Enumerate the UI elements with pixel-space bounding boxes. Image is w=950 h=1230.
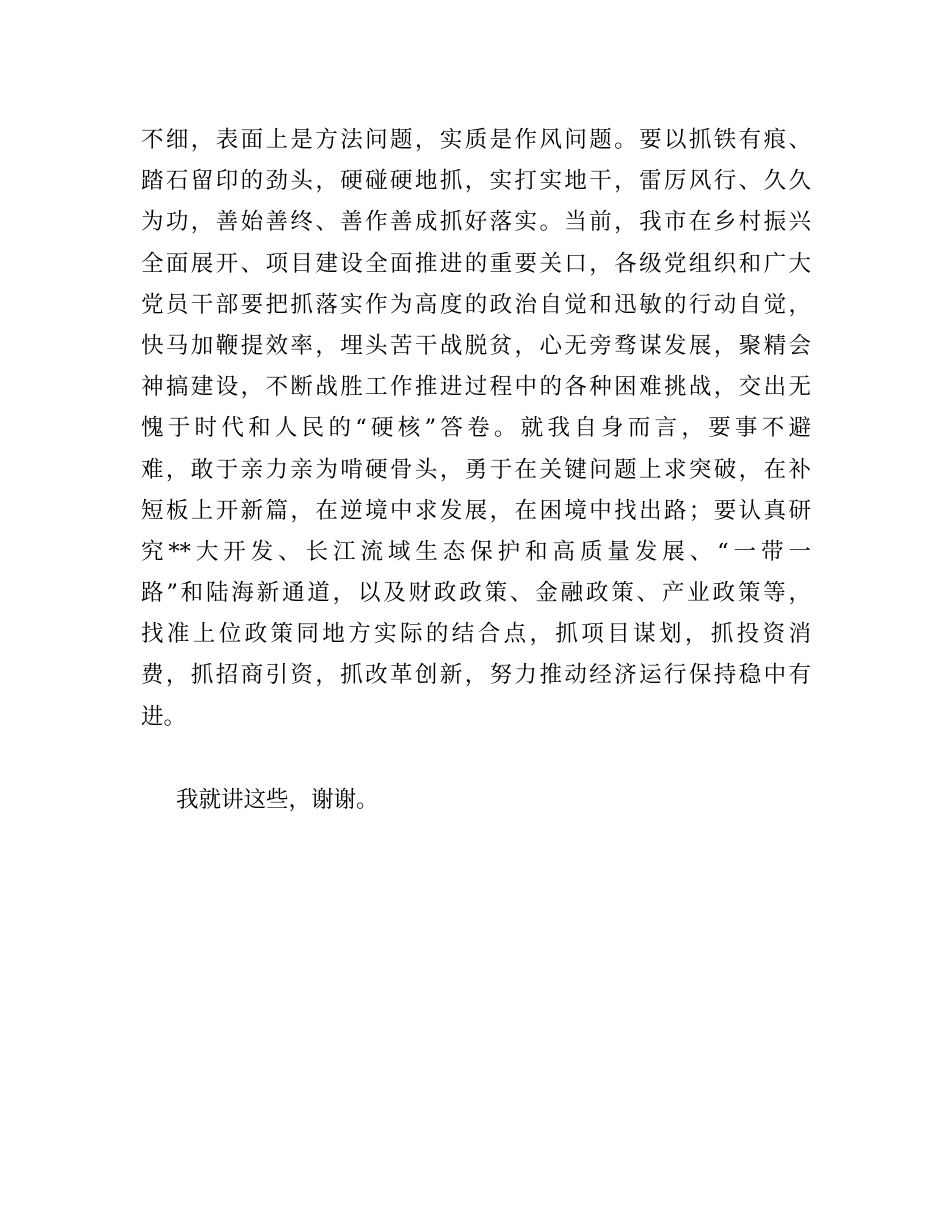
- paragraph-line: 短板上开新篇，在逆境中求发展，在困境中找出路；要认真研: [141, 497, 811, 524]
- paragraph-line: 费，抓招商引资，抓改革创新，努力推动经济运行保持稳中有: [141, 662, 811, 689]
- paragraph-line-last: 进。: [141, 703, 187, 730]
- paragraph-line: 全面展开、项目建设全面推进的重要关口，各级党组织和广大: [141, 250, 811, 277]
- paragraph-line: 快马加鞭提效率，埋头苦干战脱贫，心无旁骛谋发展，聚精会: [141, 332, 811, 359]
- paragraph-line: 神搞建设，不断战胜工作推进过程中的各种困难挑战，交出无: [141, 374, 811, 401]
- paragraph-line: 路”和陆海新通道，以及财政政策、金融政策、产业政策等，: [141, 580, 811, 607]
- paragraph-line: 为功，善始善终、善作善成抓好落实。当前，我市在乡村振兴: [141, 209, 811, 236]
- paragraph-line: 党员干部要把抓落实作为高度的政治自觉和迅敏的行动自觉，: [141, 291, 811, 318]
- paragraph-line: 找准上位政策同地方实际的结合点，抓项目谋划，抓投资消: [141, 621, 811, 648]
- paragraph-line: 愧于时代和人民的“硬核”答卷。就我自身而言，要事不避: [141, 415, 811, 442]
- paragraph-line: 难，敢于亲力亲为啃硬骨头，勇于在关键问题上求突破，在补: [141, 456, 811, 483]
- paragraph-line: 不细，表面上是方法问题，实质是作风问题。要以抓铁有痕、: [141, 127, 811, 153]
- closing-remark: 我就讲这些，谢谢。: [176, 787, 379, 813]
- paragraph-line: 究**大开发、长江流域生态保护和高质量发展、“一带一: [141, 538, 811, 565]
- body-paragraph: [141, 120, 811, 738]
- paragraph-line: 踏石留印的劲头，硬碰硬地抓，实打实地干，雷厉风行、久久: [141, 168, 811, 195]
